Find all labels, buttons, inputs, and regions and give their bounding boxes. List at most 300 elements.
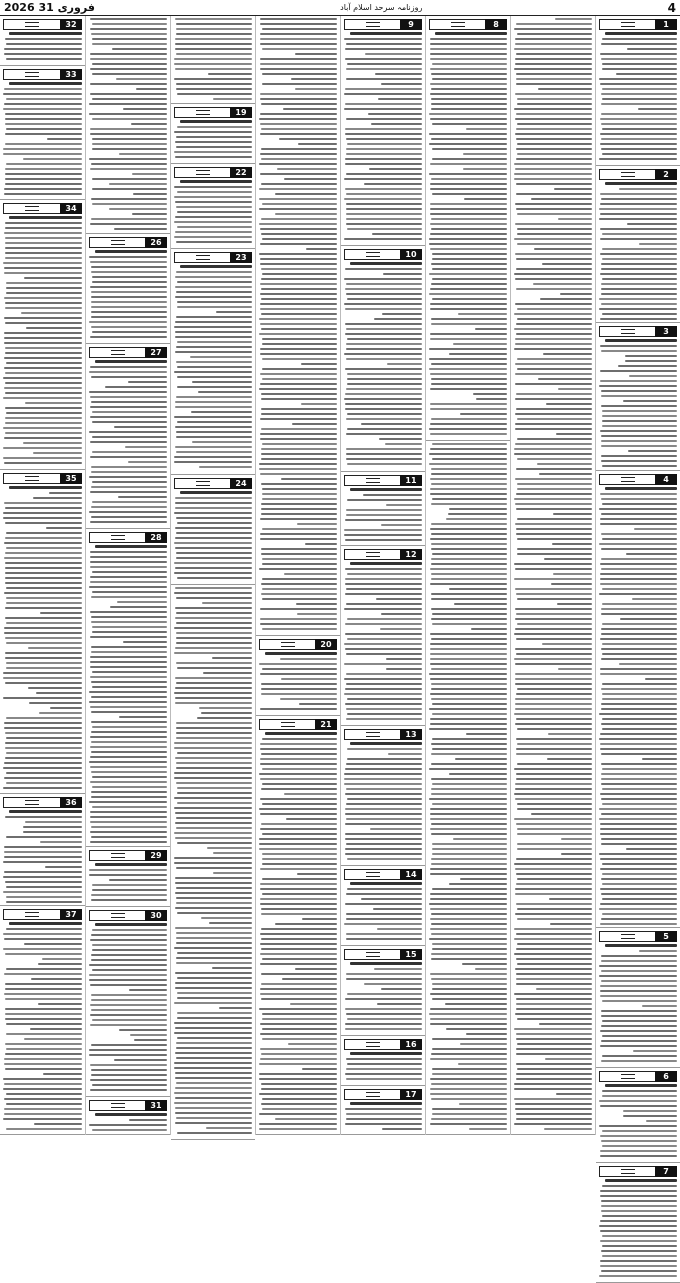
- text-line: [514, 313, 592, 315]
- text-line: [91, 506, 167, 508]
- text-line: [462, 963, 507, 965]
- text-line: [259, 1123, 337, 1125]
- text-line: [430, 808, 507, 810]
- section-label-icon: [344, 249, 400, 260]
- text-line: [262, 28, 337, 30]
- text-line: [516, 528, 592, 530]
- text-line: [347, 698, 422, 700]
- text-line: [430, 58, 507, 60]
- text-line: [261, 128, 337, 130]
- text-line: [602, 1255, 677, 1257]
- headline-line: [350, 562, 422, 565]
- column-7: [85, 16, 170, 1135]
- text-line: [517, 943, 592, 945]
- text-line: [91, 826, 167, 828]
- text-line: [515, 708, 592, 710]
- text-line: [176, 1057, 252, 1059]
- text-line: [515, 1108, 592, 1110]
- text-line: [260, 433, 337, 435]
- text-line: [560, 293, 592, 295]
- text-line: [602, 415, 678, 417]
- text-line: [176, 682, 252, 684]
- section-label-icon: [259, 639, 315, 650]
- text-line: [346, 1118, 422, 1120]
- text-line: [260, 303, 337, 305]
- text-line: [262, 803, 337, 805]
- text-line: [431, 323, 507, 325]
- text-line: [4, 342, 82, 344]
- text-line: [3, 262, 82, 264]
- text-line: [639, 243, 677, 245]
- text-line: [134, 1039, 167, 1041]
- text-line: [262, 368, 337, 370]
- text-line: [50, 707, 82, 709]
- article-header: [89, 1100, 167, 1111]
- article-number: 24: [230, 478, 252, 489]
- text-line: [533, 283, 592, 285]
- text-line: [517, 1068, 592, 1070]
- text-line: [176, 33, 252, 35]
- text-line: [90, 1024, 167, 1026]
- text-line: [381, 988, 422, 990]
- text-line: [4, 502, 82, 504]
- text-line: [207, 847, 252, 849]
- text-line: [517, 458, 592, 460]
- text-line: [344, 643, 422, 645]
- text-line: [262, 768, 337, 770]
- text-line: [259, 463, 337, 465]
- text-line: [275, 193, 337, 195]
- text-line: [517, 878, 592, 880]
- text-line: [175, 812, 252, 814]
- text-line: [176, 361, 252, 363]
- text-line: [4, 272, 82, 274]
- text-line: [176, 642, 252, 644]
- text-line: [463, 153, 507, 155]
- text-line: [380, 628, 422, 630]
- text-line: [24, 277, 82, 279]
- text-line: [517, 318, 592, 320]
- text-line: [262, 1098, 337, 1100]
- article-6: [596, 1068, 680, 1163]
- text-line: [91, 1009, 167, 1011]
- text-line: [89, 979, 167, 981]
- text-line: [175, 677, 252, 679]
- text-line: [599, 78, 677, 80]
- text-line: [449, 773, 507, 775]
- text-line: [174, 326, 252, 328]
- masthead-date: 2026 فروری 31: [4, 1, 95, 14]
- headline-line: [95, 250, 167, 253]
- text-line: [262, 1028, 337, 1030]
- text-line: [515, 1103, 592, 1105]
- text-line: [430, 403, 507, 405]
- text-line: [260, 883, 337, 885]
- text-line: [547, 758, 592, 760]
- text-line: [432, 703, 507, 705]
- text-line: [633, 1050, 677, 1052]
- text-line: [6, 1033, 82, 1035]
- text-line: [259, 1113, 337, 1115]
- text-line: [601, 350, 677, 352]
- text-line: [600, 743, 677, 745]
- text-line: [599, 908, 677, 910]
- text-line: [602, 643, 677, 645]
- text-line: [175, 987, 252, 989]
- text-line: [174, 592, 252, 594]
- text-line: [30, 1028, 82, 1030]
- text-line: [344, 398, 422, 400]
- text-line: [516, 1053, 592, 1055]
- text-line: [515, 588, 592, 590]
- text-line: [515, 383, 592, 385]
- text-line: [175, 837, 252, 839]
- text-line: [260, 23, 337, 25]
- text-line: [38, 963, 82, 965]
- headline-line: [350, 488, 422, 491]
- text-line: [259, 838, 337, 840]
- text-line: [176, 291, 252, 293]
- text-line: [260, 763, 337, 765]
- text-line: [4, 632, 82, 634]
- text-line: [602, 248, 677, 250]
- text-line: [602, 465, 677, 467]
- text-line: [347, 63, 422, 65]
- text-line: [602, 153, 677, 155]
- text-line: [174, 221, 252, 223]
- text-line: [516, 753, 592, 755]
- text-line: [431, 88, 507, 90]
- text-line: [190, 356, 252, 358]
- text-line: [259, 388, 337, 390]
- text-line: [109, 208, 167, 210]
- text-line: [92, 436, 167, 438]
- text-line: [132, 173, 167, 175]
- headline-line: [9, 810, 82, 813]
- text-line: [89, 761, 167, 763]
- text-line: [455, 758, 507, 760]
- text-line: [261, 1103, 337, 1105]
- text-line: [347, 748, 422, 750]
- text-line: [601, 1200, 677, 1202]
- text-line: [89, 113, 167, 115]
- text-line: [600, 318, 677, 320]
- text-line: [89, 701, 167, 703]
- text-line: [92, 591, 167, 593]
- text-line: [346, 293, 422, 295]
- text-line: [202, 602, 252, 604]
- text-line: [291, 78, 337, 80]
- text-line: [174, 1092, 252, 1094]
- text-line: [346, 358, 422, 360]
- text-line: [431, 263, 507, 265]
- text-line: [176, 597, 252, 599]
- text-line: [599, 543, 677, 545]
- text-line: [176, 962, 252, 964]
- text-line: [600, 1150, 677, 1152]
- text-line: [260, 228, 337, 230]
- text-line: [284, 573, 337, 575]
- text-line: [475, 968, 507, 970]
- text-line: [4, 871, 82, 873]
- text-line: [29, 702, 82, 704]
- text-line: [514, 938, 592, 940]
- text-line: [174, 777, 252, 779]
- text-line: [430, 308, 507, 310]
- text-line: [89, 964, 167, 966]
- text-line: [4, 973, 82, 975]
- text-line: [517, 688, 592, 690]
- text-line: [91, 721, 167, 723]
- text-line: [516, 823, 592, 825]
- article-number: 37: [60, 909, 82, 920]
- article-header: [174, 167, 252, 178]
- text-line: [516, 53, 592, 55]
- text-line: [6, 928, 82, 930]
- text-line: [175, 502, 252, 504]
- section-label-icon: [174, 252, 230, 263]
- text-line: [262, 498, 337, 500]
- text-line: [260, 93, 337, 95]
- text-line: [91, 466, 167, 468]
- text-line: [5, 507, 83, 509]
- text-line: [623, 1110, 677, 1112]
- text-line: [177, 1132, 252, 1134]
- text-line: [260, 98, 337, 100]
- text-line: [430, 213, 507, 215]
- text-line: [262, 783, 337, 785]
- text-line: [346, 514, 422, 516]
- text-line: [260, 133, 337, 135]
- text-line: [601, 198, 677, 200]
- text-line: [600, 990, 677, 992]
- text-line: [295, 88, 337, 90]
- text-line: [26, 327, 82, 329]
- headline-line: [350, 882, 422, 885]
- text-line: [601, 708, 677, 710]
- text-line: [516, 323, 592, 325]
- text-line: [368, 113, 422, 115]
- text-line: [174, 542, 252, 544]
- text-line: [602, 1055, 677, 1057]
- text-line: [174, 1062, 252, 1064]
- text-line: [601, 763, 677, 765]
- text-line: [5, 1013, 82, 1015]
- text-line: [90, 561, 167, 563]
- text-line: [430, 1088, 507, 1090]
- text-line: [4, 367, 82, 369]
- article-21: [256, 716, 340, 1135]
- text-line: [601, 628, 677, 630]
- text-line: [514, 448, 592, 450]
- text-line: [89, 1054, 167, 1056]
- text-line: [619, 188, 677, 190]
- text-line: [174, 131, 252, 133]
- text-line: [39, 712, 82, 714]
- text-line: [118, 496, 167, 498]
- text-line: [430, 248, 507, 250]
- text-line: [260, 473, 337, 475]
- text-line: [601, 390, 677, 392]
- text-line: [5, 1008, 82, 1010]
- text-line: [429, 133, 507, 135]
- headline-line: [9, 82, 82, 85]
- text-line: [345, 308, 422, 310]
- text-line: [260, 868, 337, 870]
- article-31: [86, 1097, 170, 1135]
- text-line: [515, 673, 592, 675]
- text-line: [260, 813, 337, 815]
- text-line: [3, 1078, 82, 1080]
- text-line: [378, 98, 422, 100]
- text-line: [346, 223, 422, 225]
- text-line: [514, 633, 592, 635]
- text-line: [260, 43, 337, 45]
- text-line: [601, 1205, 677, 1207]
- text-line: [199, 707, 252, 709]
- text-line: [125, 446, 167, 448]
- text-line: [129, 989, 167, 991]
- text-line: [174, 807, 252, 809]
- text-line: [47, 138, 82, 140]
- text-line: [260, 943, 337, 945]
- text-line: [601, 123, 677, 125]
- text-line: [430, 908, 507, 910]
- section-label-icon: [259, 719, 315, 730]
- text-line: [90, 406, 167, 408]
- text-line: [38, 1003, 82, 1005]
- text-line: [90, 656, 167, 658]
- text-line: [600, 203, 677, 205]
- text-line: [175, 276, 252, 278]
- article-header: [3, 473, 82, 484]
- text-line: [4, 267, 82, 269]
- text-line: [42, 958, 82, 960]
- text-line: [386, 668, 422, 670]
- text-line: [175, 216, 252, 218]
- text-line: [379, 438, 422, 440]
- text-line: [3, 948, 82, 950]
- headline-line: [180, 491, 252, 494]
- text-line: [105, 386, 167, 388]
- text-line: [344, 783, 422, 785]
- text-line: [599, 738, 677, 740]
- text-line: [430, 818, 507, 820]
- headline-line: [95, 545, 167, 548]
- text-line: [430, 448, 507, 450]
- text-line: [460, 1043, 507, 1045]
- text-line: [429, 173, 507, 175]
- text-line: [261, 183, 337, 185]
- article-number: 4: [655, 474, 677, 485]
- text-line: [346, 938, 422, 940]
- section-label-icon: [344, 1039, 400, 1050]
- text-line: [429, 903, 507, 905]
- text-line: [90, 756, 167, 758]
- text-line: [174, 1002, 252, 1004]
- text-line: [344, 534, 422, 536]
- text-line: [262, 1038, 337, 1040]
- text-line: [599, 965, 677, 967]
- text-line: [5, 562, 82, 564]
- text-line: [275, 1118, 337, 1120]
- text-line: [346, 788, 422, 790]
- text-line: [260, 898, 337, 900]
- text-line: [516, 778, 592, 780]
- article-header: [89, 532, 167, 543]
- text-line: [262, 588, 337, 590]
- text-line: [5, 347, 82, 349]
- text-line: [602, 68, 677, 70]
- text-line: [345, 408, 422, 410]
- article-5: [596, 928, 680, 1068]
- text-line: [430, 643, 507, 645]
- text-line: [175, 321, 252, 323]
- headline-line: [350, 962, 422, 965]
- text-line: [431, 1083, 507, 1085]
- headline-line: [435, 32, 507, 35]
- text-line: [515, 413, 592, 415]
- text-line: [347, 798, 422, 800]
- text-line: [602, 1020, 677, 1022]
- text-line: [91, 516, 167, 518]
- text-line: [259, 253, 337, 255]
- text-line: [601, 1010, 677, 1012]
- text-line: [600, 273, 677, 275]
- section-label-icon: [3, 19, 60, 30]
- text-line: [601, 58, 677, 60]
- text-line: [514, 1098, 592, 1100]
- text-line: [601, 435, 677, 437]
- text-line: [449, 883, 507, 885]
- text-line: [430, 118, 507, 120]
- text-line: [515, 628, 592, 630]
- text-line: [90, 416, 167, 418]
- text-line: [515, 93, 592, 95]
- section-label-icon: [3, 203, 60, 214]
- text-line: [43, 1073, 82, 1075]
- text-line: [175, 286, 252, 288]
- text-line: [600, 748, 677, 750]
- text-line: [91, 471, 167, 473]
- text-line: [517, 368, 592, 370]
- text-line: [473, 393, 507, 395]
- text-line: [514, 993, 592, 995]
- article-7: [596, 1163, 680, 1283]
- text-line: [260, 243, 337, 245]
- text-line: [517, 123, 592, 125]
- text-line: [261, 158, 337, 160]
- text-line: [345, 793, 422, 795]
- text-line: [176, 942, 252, 944]
- text-line: [515, 783, 592, 785]
- article-36: [0, 794, 85, 906]
- text-line: [538, 378, 592, 380]
- text-line: [275, 213, 337, 215]
- text-line: [109, 183, 168, 185]
- text-line: [90, 261, 167, 263]
- text-line: [600, 673, 677, 675]
- text-line: [260, 353, 337, 355]
- text-line: [514, 163, 592, 165]
- text-line: [5, 322, 82, 324]
- text-line: [446, 1028, 507, 1030]
- text-line: [177, 376, 252, 378]
- text-line: [25, 402, 82, 404]
- text-line: [346, 68, 422, 70]
- text-line: [176, 722, 252, 724]
- text-line: [517, 358, 592, 360]
